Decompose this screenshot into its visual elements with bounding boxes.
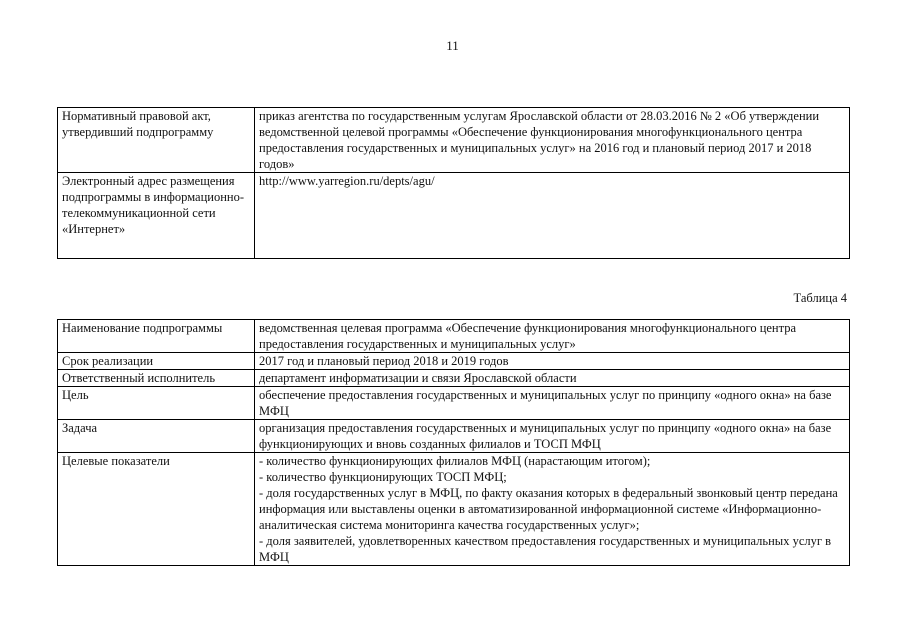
page-number: 11 [446,38,459,53]
row-value: организация предоставления государственных и муниципальных услуг по принципу «одного окна» на базе функционирующих и вновь созданных филиалов и ТОСП МФЦ [255,420,850,453]
list-item: - доля заявителей, удовлетворенных качеством предоставления государственных и муниципальных услуг в МФЦ [259,534,832,564]
row-value [255,453,850,566]
table-row [58,420,850,453]
row-label: Ответственный исполнитель [58,370,255,387]
passport-table [57,319,850,566]
list-item: - доля государственных услуг в МФЦ, по факту оказания которых в федеральный звонковый центр передана информация или выставлены оценки в автоматизированной информационной системе «Информационно-аналитическая система мониторинга качества государственных услуг»; [259,486,838,532]
row-label: Нормативный правовой акт, утвердивший подпрограмму [58,108,255,173]
subprogram-info-table [57,107,850,259]
row-label: Задача [58,420,255,453]
row-value: приказ агентства по государственным услугам Ярославской области от 28.03.2016 № 2 «Об утверждении ведомственной целевой программы «Обеспечение функционирования многофункционального центра предоставления государственных и муниципальных услуг» на 2016 год и плановый период 2017 и 2018 годов» [255,108,850,173]
row-label: Электронный адрес размещения подпрограммы в информационно-телекоммуникационной сети «Интернет» [58,173,255,259]
table-row [58,370,850,387]
row-label: Срок реализации [58,353,255,370]
table-row [58,108,850,173]
row-value: 2017 год и плановый период 2018 и 2019 годов [255,353,850,370]
table-row [58,453,850,566]
row-value: департамент информатизации и связи Ярославской области [255,370,850,387]
row-value: http://www.yarregion.ru/depts/agu/ [255,173,850,259]
table-row [58,173,850,259]
row-label: Наименование подпрограммы [58,320,255,353]
indicators-list [259,453,845,565]
row-value: ведомственная целевая программа «Обеспечение функционирования многофункционального центра предоставления государственных и муниципальных услуг» [255,320,850,353]
table-row [58,320,850,353]
list-item: - количество функционирующих филиалов МФЦ (нарастающим итогом); [259,454,651,468]
table-row [58,387,850,420]
table-row [58,353,850,370]
row-label: Цель [58,387,255,420]
row-label: Целевые показатели [58,453,255,566]
list-item: - количество функционирующих ТОСП МФЦ; [259,470,507,484]
row-value: обеспечение предоставления государственных и муниципальных услуг по принципу «одного окна» на базе МФЦ [255,387,850,420]
table-caption: Таблица 4 [793,291,847,305]
